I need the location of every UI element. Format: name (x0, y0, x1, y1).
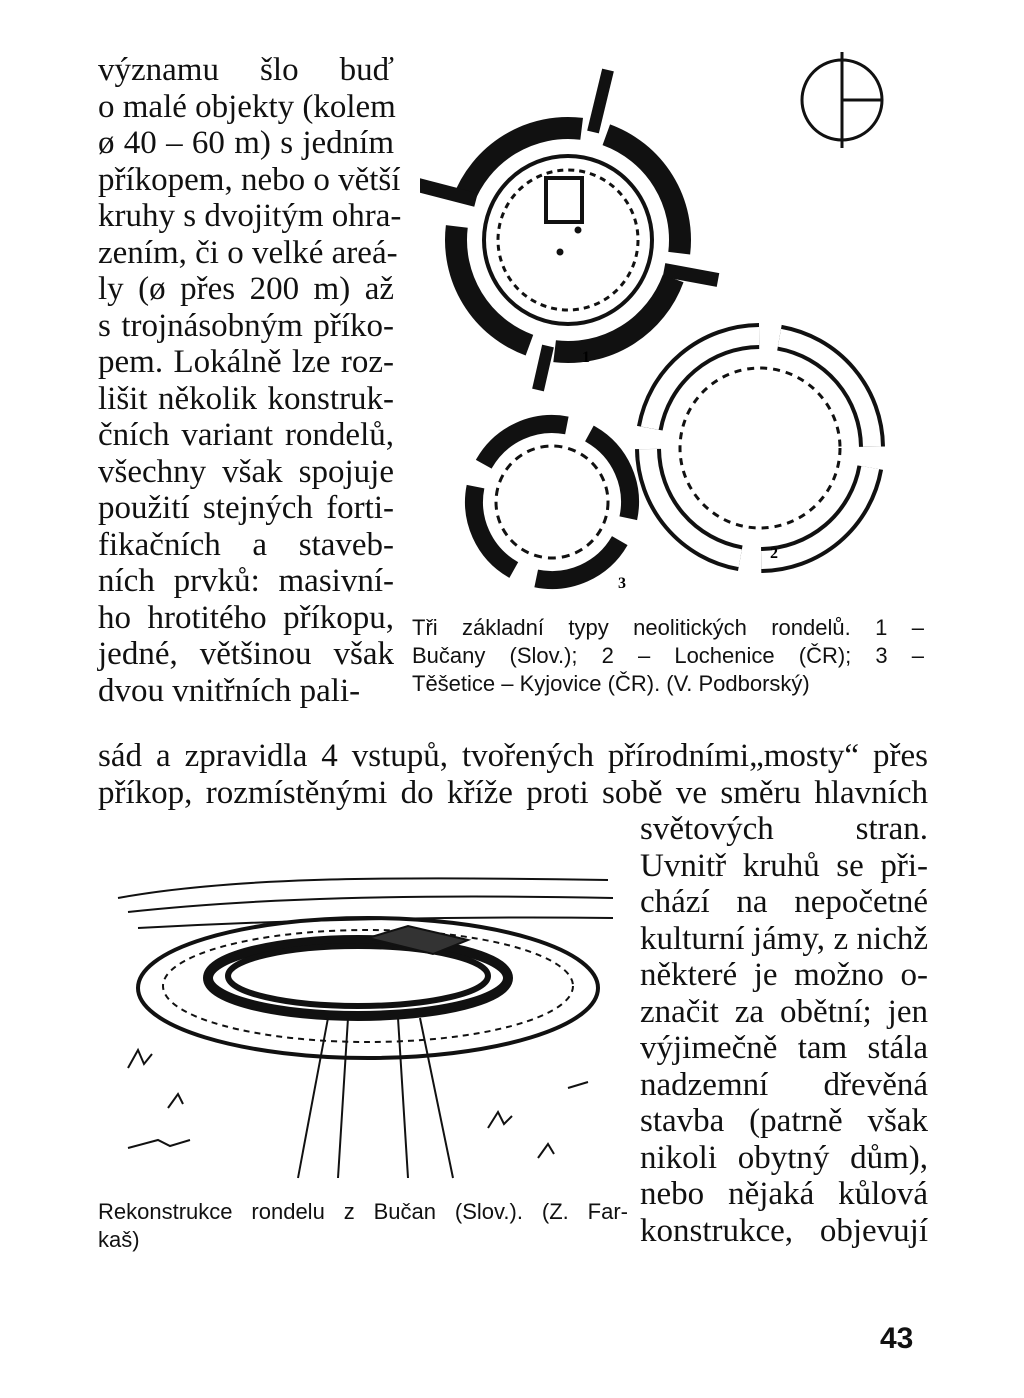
figure-label-1: 1 (582, 349, 590, 366)
figure-label-2: 2 (770, 545, 778, 562)
text-line: světových stran. (640, 811, 928, 847)
figure2-caption (98, 1198, 628, 1254)
text-line: použití stejných forti- (98, 490, 394, 526)
text-line: o malé objekty (kolem (98, 88, 396, 125)
roundel-reconstruction-illustration (108, 868, 628, 1188)
text-line: ly (ø přes 200 m) až (98, 271, 394, 307)
text-line: ho hrotitého příkopu, (98, 599, 394, 636)
text-line: čních variant rondelů, (98, 417, 394, 453)
text-line: s trojnásobným příko- (98, 307, 394, 344)
text-line: příkopem, nebo o větší (98, 161, 401, 198)
text-line: dvou vnitřních pali- (98, 672, 361, 709)
left-column-text (98, 52, 402, 709)
text-line: sád a zpravidla 4 vstupů, tvořených přírodními„mosty“ přes (98, 738, 928, 774)
caption-line: Tři základní typy neolitických rondelů. 1 – (412, 615, 924, 640)
text-line: stavba (patrně však (640, 1103, 928, 1139)
text-line: výjimečně tam stála (640, 1030, 928, 1066)
text-line: pem. Lokálně lze roz- (98, 344, 394, 380)
text-line: nadzemní dřevěná (640, 1066, 928, 1103)
text-line: lišit několik konstruk- (98, 380, 394, 417)
full-width-text (98, 738, 928, 811)
text-line: některé je možno o- (640, 957, 928, 993)
roundel-2-drawing (630, 318, 889, 577)
roundel-1-drawing (420, 70, 718, 390)
right-column-text (640, 811, 928, 1249)
text-line: značit za obětní; jen (640, 993, 928, 1030)
text-line: kulturní jámy, z nichž (640, 920, 928, 957)
text-line: ních prvků: masivní- (98, 563, 394, 599)
text-line: chází na nepočetné (640, 884, 928, 920)
text-line: konstrukce, objevují (640, 1212, 928, 1249)
caption-line: Rekonstrukce rondelu z Bučan (Slov.). (Z. Far- (98, 1199, 628, 1224)
text-line: příkop, rozmístěnými do kříže proti sobě ve směru hlavních (98, 774, 928, 811)
text-line: významu šlo buď (98, 52, 394, 88)
text-line: nikoli obytný dům), (640, 1139, 928, 1176)
text-line: zením, či o velké areá- (98, 234, 398, 271)
text-line: ø 40 – 60 m) s jedním (98, 125, 394, 161)
roundel-types-figure (420, 40, 920, 600)
text-line: kruhy s dvojitým ohra- (98, 198, 402, 234)
text-line: jedné, většinou však (98, 636, 394, 672)
roundel-3-drawing (445, 395, 658, 600)
caption-line: Bučany (Slov.); 2 – Lochenice (ČR); 3 – (412, 643, 924, 668)
figure-label-3: 3 (618, 575, 626, 592)
text-line: všechny však spojuje (98, 453, 394, 490)
text-line: fikačních a staveb- (98, 526, 394, 563)
caption-line: kaš) (98, 1227, 140, 1252)
text-line: nebo nějaká kůlová (640, 1176, 928, 1212)
north-arrow-icon (802, 52, 882, 148)
text-line: Uvnitř kruhů se při- (640, 847, 928, 884)
figure1-caption (412, 614, 924, 698)
page-number: 43 (880, 1322, 914, 1355)
caption-line: Těšetice – Kyjovice (ČR). (V. Podborský) (412, 671, 810, 696)
